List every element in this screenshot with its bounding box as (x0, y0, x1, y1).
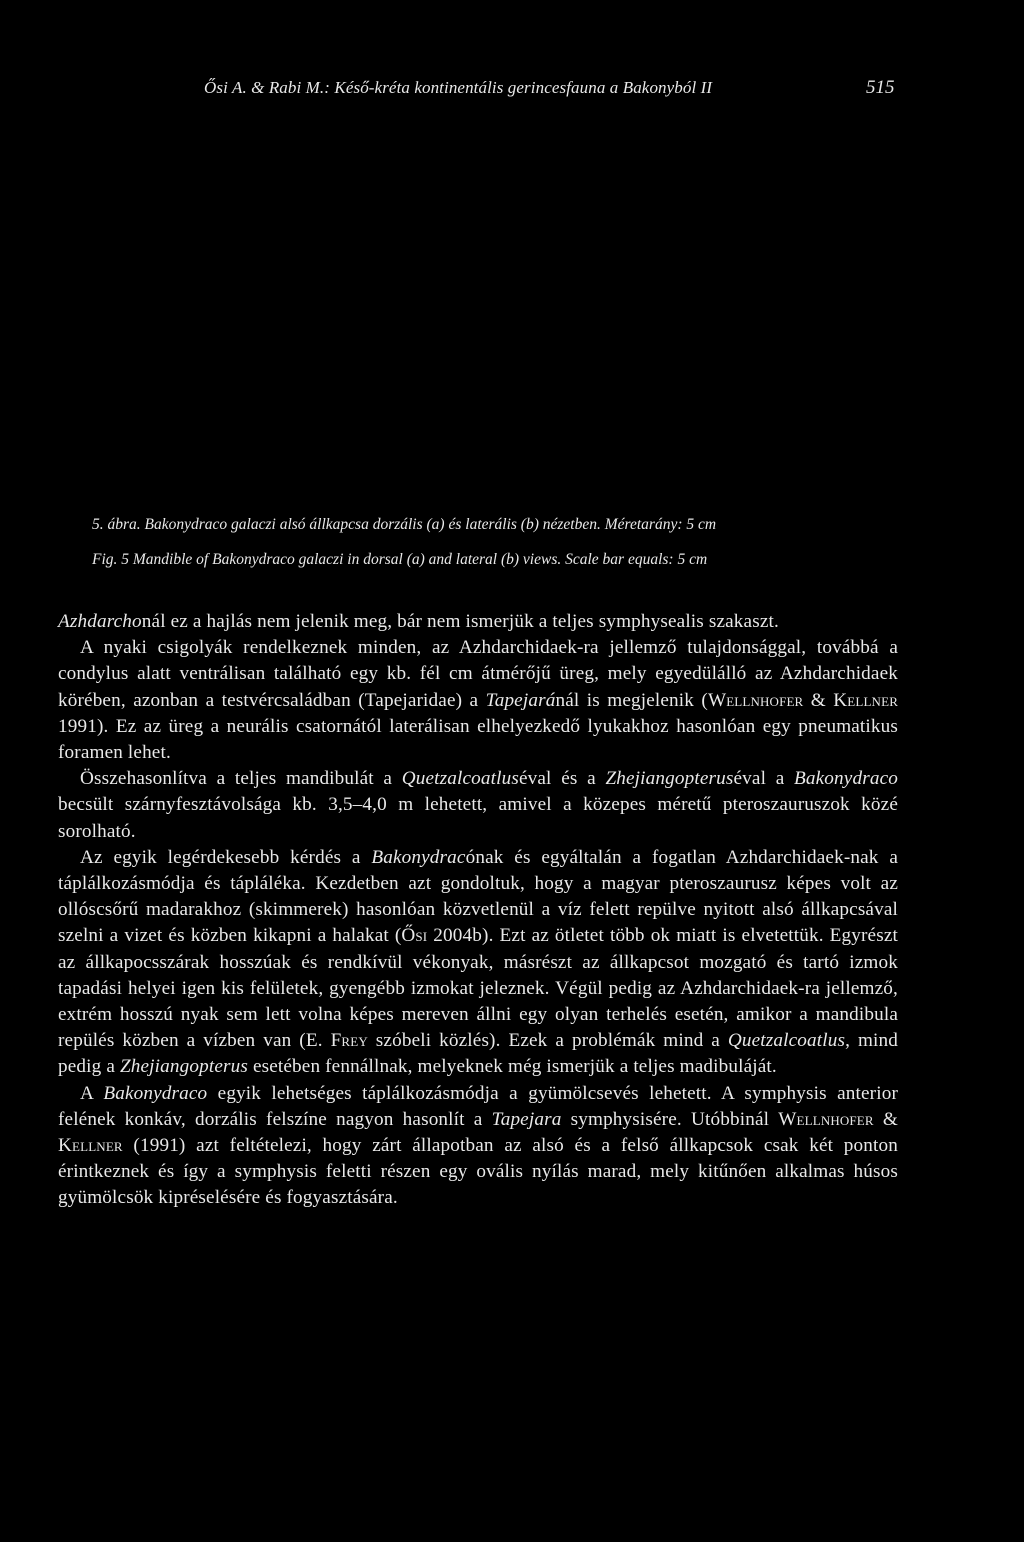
figure-image-area (60, 120, 960, 500)
body-text (58, 609, 898, 1212)
paragraph-text: esetében fennállnak, melyeknek még ismerjük a teljes madibuláját. (248, 1056, 777, 1078)
author-name: Wellnhofer (778, 1108, 874, 1130)
author-name: Frey (330, 1030, 368, 1052)
paragraph-text: ónak és egyáltalán a fogatlan Azhdarchidaek-nak a táplálkozásmódja és tápláléka. Kezdetben azt gondoltuk, hogy a magyar pteroszaurusz képes volt az ollóscsőrű madarakhoz (skimmerek) hasonlóan közvetlenül a víz felett repülve nyitott alsó állkapcsával szelni a vizet és közben kikapni a halakat ( (58, 846, 899, 947)
running-head: Ősi A. & Rabi M.: Késő-kréta kontinentális gerincesfauna a Bakonyból II (204, 78, 713, 97)
paragraph-text: (1991) azt feltételezi, hogy zárt állapotban az alsó és a felső állkapcsok csak két ponton érintkeznek és így a symphysis feletti részen egy ovális nyílás marad, mely kitűnően alkalmas húsos gyümölcsök kipréselésére és fogyasztására. (58, 1135, 898, 1209)
taxon-name: Azhdarcho (58, 611, 142, 632)
taxon-name: Zhejiangopterus (605, 768, 734, 790)
paragraph-5 (58, 1081, 898, 1212)
paragraph-text: éval és a (518, 768, 606, 790)
taxon-name: Bakonydraco (103, 1082, 208, 1104)
taxon-name: Quetzalcoatlus (401, 768, 519, 790)
paragraph-text: nál is megjelenik ( (555, 689, 708, 711)
paragraph-text: A (80, 1082, 104, 1104)
paragraph-text: 2004b). Ezt az ötletet több ok miatt is elvetettük. Egyrészt az állkapocsszárak hosszúak és rendkívül vékonyak, másrészt az állkapcsot mozgató és tartó izmok tapadási helyei igen kis felületek, gyengébb izmokat jeleznek. Végül pedig az Azhdarchidaek-ra jellemző, extrém hosszú nyak sem lett volna képes mereven állni egy olyan terhelés esetén, amikor a mandibula repülés közben a vízben van (E. (58, 925, 898, 1052)
taxon-name: Bakonydraco (794, 768, 898, 790)
paragraph-text: & (803, 689, 834, 711)
paragraph-2 (58, 635, 898, 766)
author-name: Kellner (58, 1135, 123, 1157)
paragraph-text: becsült szárnyfesztávolsága kb. 3,5–4,0 m lehetett, amivel a közepes méretű pteroszauruszok közé sorolható. (58, 794, 898, 842)
paragraph-text: Az egyik legérdekesebb kérdés a (80, 846, 372, 868)
paragraph-4 (58, 845, 898, 1081)
author-name: Ősi (401, 925, 428, 947)
paragraph-text: , mind pedig a (58, 1030, 899, 1078)
page-number: 515 (866, 77, 895, 98)
figure-caption-hungarian: 5. ábra. Bakonydraco galaczi alsó állkapcsa dorzális (a) és laterális (b) nézetben. Méretarány: 5 cm (92, 516, 717, 533)
taxon-name: Tapejara (491, 1108, 562, 1130)
figure-caption-english: Fig. 5 Mandible of Bakonydraco galaczi in dorsal (a) and lateral (b) views. Scale bar equals: 5 cm (92, 551, 708, 568)
paragraph-text: nál ez a hajlás nem jelenik meg, bár nem ismerjük a teljes symphysealis szakaszt. (141, 611, 779, 632)
author-name: Wellnhofer (707, 689, 804, 711)
taxon-name: Zhejiangopterus (119, 1056, 248, 1078)
paragraph-text: 1991). Ez az üreg a neurális csatornától laterálisan elhelyezkedő lyukakhoz hasonlóan egy pneumatikus foramen lehet. (58, 715, 898, 764)
paragraph-text: A nyaki csigolyák rendelkeznek minden, az Azhdarchidaek-ra jellemző tulajdonsággal, továbbá a condylus alatt ventrálisan található egy kb. fél cm átmérőjű üreg, mely egyedülálló az Azhdarchidaek körében, azonban a testvércsaládban (Tapejaridae) a (58, 637, 898, 711)
page-header (0, 0, 1024, 110)
paragraph-text: & (873, 1108, 898, 1130)
paragraph-3 (58, 766, 898, 845)
taxon-name: Tapejará (485, 689, 556, 711)
paragraph-text: éval a (733, 768, 795, 790)
author-name: Kellner (833, 689, 899, 711)
paragraph-text: szóbeli közlés). Ezek a problémák mind a (367, 1030, 728, 1052)
taxon-name: Quetzalcoatlus (727, 1030, 846, 1052)
taxon-name: Bakonydrac (371, 846, 466, 868)
paragraph-text: egyik lehetséges táplálkozásmódja a gyümölcsevés lehetett. A symphysis anterior felének konkáv, dorzális felszíne nagyon hasonlít a (58, 1082, 898, 1130)
paragraph-text: symphysisére. Utóbbinál (561, 1108, 779, 1130)
paragraph-1 (58, 609, 898, 635)
paragraph-text: Összehasonlítva a teljes mandibulát a (80, 768, 402, 790)
